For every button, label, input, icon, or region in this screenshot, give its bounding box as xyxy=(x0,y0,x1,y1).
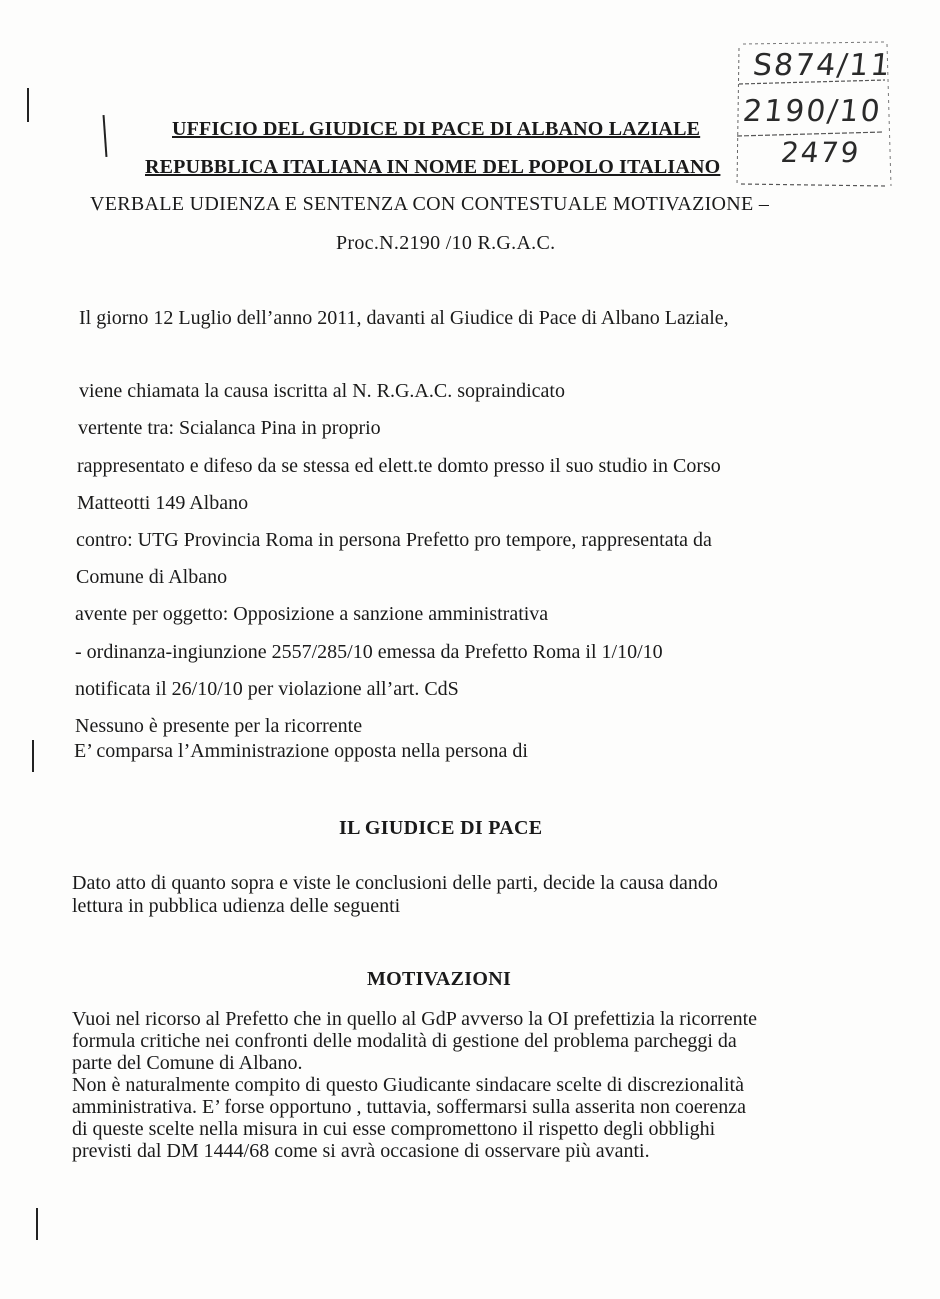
motivazioni-line: Vuoi nel ricorso al Prefetto che in quello al GdP avverso la OI prefettizia la ricorrente xyxy=(72,1008,758,1030)
motivazioni-line: previsti dal DM 1444/68 come si avrà occasione di osservare più avanti. xyxy=(72,1140,650,1162)
stamp-line-3: 2479 xyxy=(779,136,862,169)
parties-line: vertente tra: Scialanca Pina in proprio xyxy=(78,417,381,439)
margin-mark xyxy=(36,1208,38,1240)
margin-mark xyxy=(32,740,34,772)
parties-line: rappresentato e difeso da se stessa ed elett.te domto presso il suo studio in Corso xyxy=(77,455,721,477)
parties-line: Nessuno è presente per la ricorrente xyxy=(75,715,363,737)
intro-line: Il giorno 12 Luglio dell’anno 2011, davanti al Giudice di Pace di Albano Laziale, xyxy=(79,307,729,329)
stamp-line-1: S874/11 xyxy=(751,48,894,83)
motivazioni-line: parte del Comune di Albano. xyxy=(72,1052,303,1074)
motivazioni-line: di queste scelte nella misura in cui esse compromettono il rispetto degli obblighi xyxy=(72,1118,716,1140)
handwritten-case-stamp xyxy=(735,36,895,196)
motivazioni-section-title: MOTIVAZIONI xyxy=(367,968,512,990)
office-title: UFFICIO DEL GIUDICE DI PACE DI ALBANO LAZIALE xyxy=(172,118,701,140)
giudice-section-title: IL GIUDICE DI PACE xyxy=(339,817,543,839)
motivazioni-line: amministrativa. E’ forse opportuno , tuttavia, soffermarsi sulla asserita non coerenza xyxy=(72,1096,747,1118)
motivazioni-line: formula critiche nei confronti delle modalità di gestione del problema parcheggi da xyxy=(72,1030,737,1052)
giudice-text-line: lettura in pubblica udienza delle seguenti xyxy=(72,895,401,917)
parties-line: Matteotti 149 Albano xyxy=(77,492,249,514)
republic-title: REPUBBLICA ITALIANA IN NOME DEL POPOLO ITALIANO xyxy=(145,156,721,178)
motivazioni-paragraph xyxy=(72,1008,832,1162)
margin-mark xyxy=(27,88,29,122)
giudice-text-line: Dato atto di quanto sopra e viste le conclusioni delle parti, decide la causa dando xyxy=(72,872,718,894)
parties-line: - ordinanza-ingiunzione 2557/285/10 emessa da Prefetto Roma il 1/10/10 xyxy=(75,641,663,663)
stamp-line-2: 2190/10 xyxy=(741,94,884,129)
parties-line: E’ comparsa l’Amministrazione opposta nella persona di xyxy=(74,740,528,762)
proc-number: Proc.N.2190 /10 R.G.A.C. xyxy=(336,232,556,254)
parties-line: viene chiamata la causa iscritta al N. R.G.A.C. sopraindicato xyxy=(79,380,565,402)
verbale-subtitle: VERBALE UDIENZA E SENTENZA CON CONTESTUALE MOTIVAZIONE – xyxy=(90,193,770,215)
parties-line: notificata il 26/10/10 per violazione all’art. CdS xyxy=(75,678,459,700)
margin-mark xyxy=(103,115,108,157)
parties-line: Comune di Albano xyxy=(76,566,228,588)
parties-line: contro: UTG Provincia Roma in persona Prefetto pro tempore, rappresentata da xyxy=(76,529,712,551)
motivazioni-line: Non è naturalmente compito di questo Giudicante sindacare scelte di discrezionalità xyxy=(72,1074,744,1096)
parties-line: avente per oggetto: Opposizione a sanzione amministrativa xyxy=(75,603,549,625)
